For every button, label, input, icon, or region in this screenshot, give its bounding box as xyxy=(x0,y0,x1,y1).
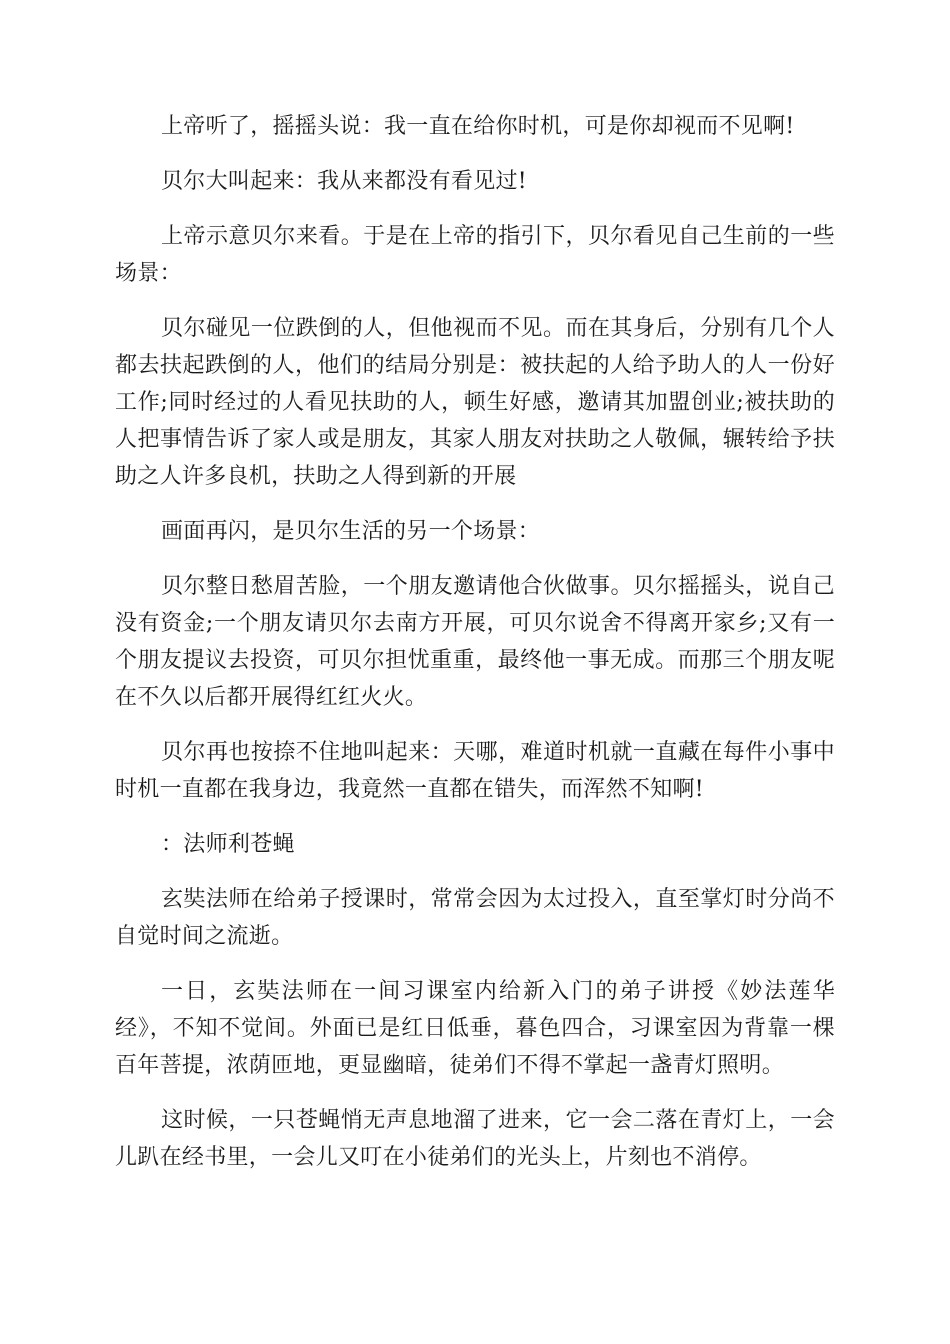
paragraph: 贝尔大叫起来：我从来都没有看见过! xyxy=(161,169,527,194)
paragraph: 玄奘法师在给弟子授课时，常常会因为太过投入，直至掌灯时分尚不自觉时间之流逝。 xyxy=(115,887,835,949)
document-page xyxy=(115,108,835,1194)
paragraph: 贝尔整日愁眉苦脸，一个朋友邀请他合伙做事。贝尔摇摇头，说自己没有资金;一个朋友请贝尔去南方开展，可贝尔说舍不得离开家乡;又有一个朋友提议去投资，可贝尔担忧重重，最终他一事无成。而那三个朋友呢在不久以后都开展得红红火火。 xyxy=(115,574,835,710)
section-heading: ：法师利苍蝇 xyxy=(161,832,295,857)
paragraph: 上帝示意贝尔来看。于是在上帝的指引下，贝尔看见自己生前的一些场景： xyxy=(115,224,835,286)
paragraph: 贝尔碰见一位跌倒的人，但他视而不见。而在其身后，分别有几个人都去扶起跌倒的人，他们的结局分别是：被扶起的人给予助人的人一份好工作;同时经过的人看见扶助的人，顿生好感，邀请其加盟创业;被扶助的人把事情告诉了家人或是朋友，其家人朋友对扶助之人敬佩，辗转给予扶助之人许多良机，扶助之人得到新的开展 xyxy=(115,316,835,489)
paragraph: 贝尔再也按捺不住地叫起来：天哪，难道时机就一直藏在每件小事中时机一直都在我身边，我竟然一直都在错失，而浑然不知啊! xyxy=(115,740,835,802)
paragraph: 一日，玄奘法师在一间习课室内给新入门的弟子讲授《妙法莲华经》，不知不觉间。外面已是红日低垂，暮色四合，习课室因为背靠一棵百年菩提，浓荫匝地，更显幽暗，徒弟们不得不掌起一盏青灯照明。 xyxy=(115,979,835,1078)
paragraph: 这时候，一只苍蝇悄无声息地溜了进来，它一会二落在青灯上，一会儿趴在经书里，一会儿又叮在小徒弟们的光头上，片刻也不消停。 xyxy=(115,1108,835,1170)
paragraph: 上帝听了，摇摇头说：我一直在给你时机，可是你却视而不见啊! xyxy=(161,114,795,139)
paragraph: 画面再闪，是贝尔生活的另一个场景： xyxy=(161,519,541,544)
